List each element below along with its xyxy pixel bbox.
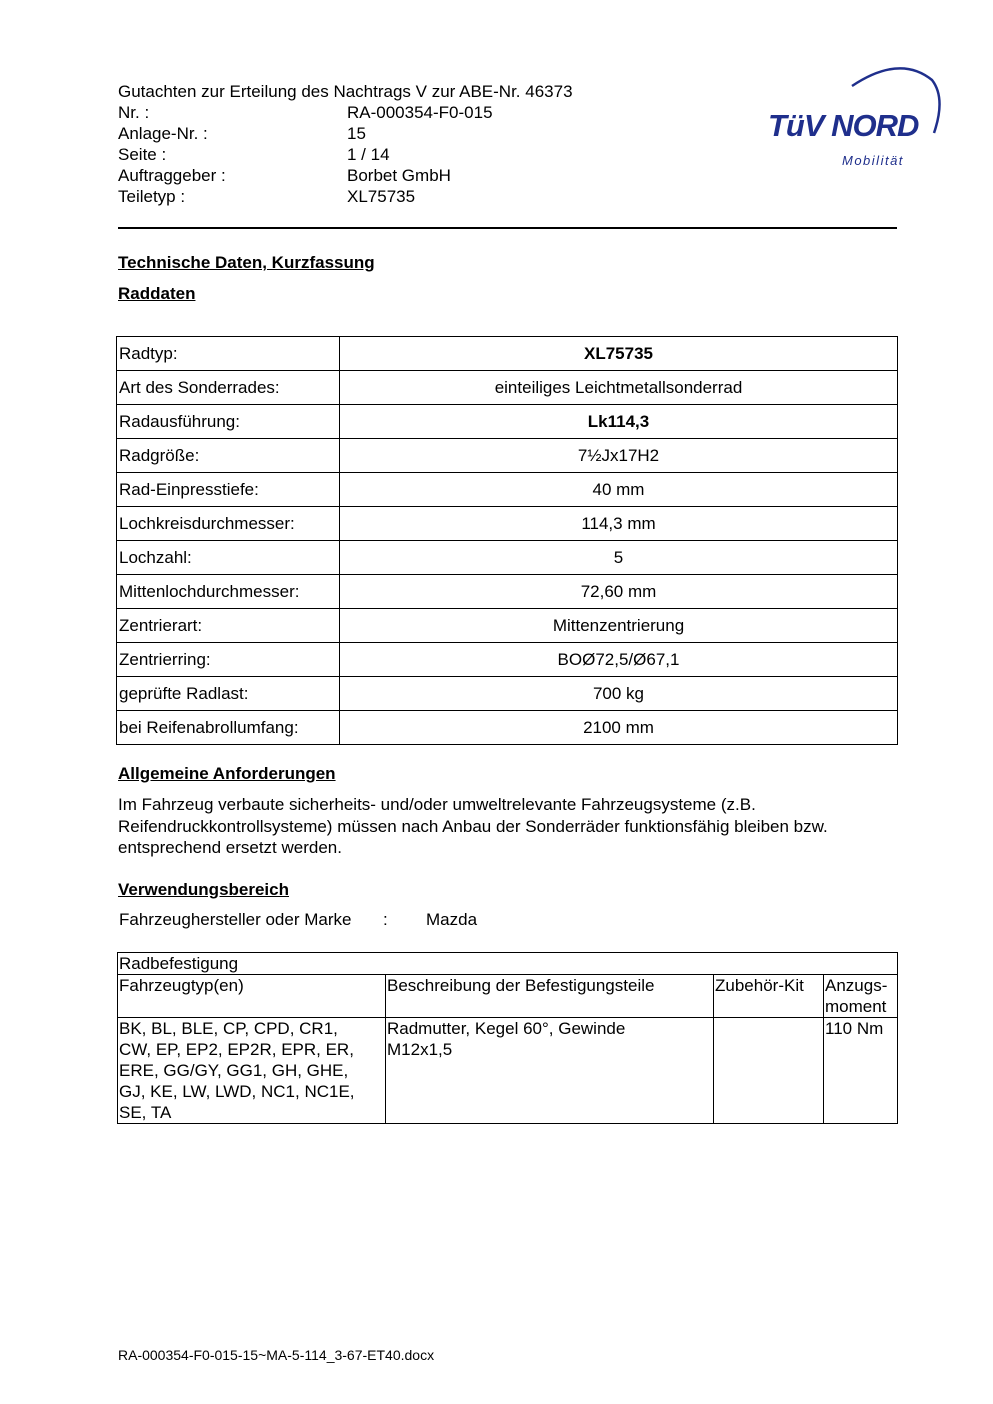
raddaten-label: Lochkreisdurchmesser: <box>117 507 340 541</box>
raddaten-label: Zentrierring: <box>117 643 340 677</box>
allgemein-heading: Allgemeine Anforderungen <box>118 764 336 783</box>
tech-data-heading: Technische Daten, Kurzfassung <box>118 253 375 272</box>
column-header-fahrzeugtyp: Fahrzeugtyp(en) <box>118 975 386 1018</box>
radbefestigung-title: Radbefestigung <box>118 953 898 975</box>
logo-brand-text: TüV NORD <box>768 108 919 143</box>
hersteller-separator: : <box>383 910 388 929</box>
raddaten-value: 40 mm <box>340 473 898 507</box>
raddaten-value: 2100 mm <box>340 711 898 745</box>
column-header-beschreibung: Beschreibung der Befestigungsteile <box>386 975 714 1018</box>
fahrzeugtypen-line: SE, TA <box>119 1103 172 1122</box>
table-row <box>117 541 898 575</box>
raddaten-table <box>116 336 898 745</box>
raddaten-value: 5 <box>340 541 898 575</box>
verwendung-heading: Verwendungsbereich <box>118 880 289 899</box>
footer-filename: RA-000354-F0-015-15~MA-5-114_3-67-ET40.docx <box>118 1347 435 1363</box>
raddaten-value: Lk114,3 <box>340 405 898 439</box>
header-label-seite: Seite : <box>118 145 167 164</box>
raddaten-value: einteiliges Leichtmetallsonderrad <box>340 371 898 405</box>
table-row <box>117 371 898 405</box>
raddaten-value: 72,60 mm <box>340 575 898 609</box>
raddaten-label: Zentrierart: <box>117 609 340 643</box>
raddaten-value: 7½Jx17H2 <box>340 439 898 473</box>
table-row <box>118 1018 898 1124</box>
raddaten-label: geprüfte Radlast: <box>117 677 340 711</box>
table-row <box>118 953 898 975</box>
logo-subtitle-text: Mobilität <box>842 153 904 168</box>
raddaten-label: Radtyp: <box>117 337 340 371</box>
hersteller-label: Fahrzeughersteller oder Marke <box>119 910 352 929</box>
table-row <box>117 609 898 643</box>
zubehoer-kit-cell <box>714 1018 824 1124</box>
raddaten-heading: Raddaten <box>118 284 196 303</box>
raddaten-label: bei Reifenabrollumfang: <box>117 711 340 745</box>
beschreibung-cell <box>386 1018 714 1124</box>
table-row <box>117 405 898 439</box>
table-row <box>117 337 898 371</box>
beschreibung-line: Radmutter, Kegel 60°, Gewinde <box>387 1019 626 1038</box>
table-row <box>118 975 898 1018</box>
raddaten-value: Mittenzentrierung <box>340 609 898 643</box>
anzugsmoment-line-1: Anzugs- <box>825 976 888 995</box>
raddaten-label: Radgröße: <box>117 439 340 473</box>
raddaten-label: Lochzahl: <box>117 541 340 575</box>
raddaten-value: 114,3 mm <box>340 507 898 541</box>
raddaten-label: Rad-Einpresstiefe: <box>117 473 340 507</box>
header-label-auftraggeber: Auftraggeber : <box>118 166 226 185</box>
allgemein-paragraph: Im Fahrzeug verbaute sicherheits- und/oder umweltrelevante Fahrzeugsysteme (z.B. Reifendruckkontrollsysteme) müssen nach Anbau der Sonderräder funktionsfähig bleiben bzw. entsprechend ersetzt werden. <box>118 795 828 857</box>
fahrzeugtypen-line: CW, EP, EP2, EP2R, EPR, ER, <box>119 1040 354 1059</box>
header-value-seite: 1 / 14 <box>347 145 390 164</box>
logo-arc-icon <box>760 58 942 173</box>
radbefestigung-table <box>117 952 898 1124</box>
header-label-anlage: Anlage-Nr. : <box>118 124 208 143</box>
header-label-nr: Nr. : <box>118 103 150 122</box>
header-label-teiletyp: Teiletyp : <box>118 187 186 206</box>
report-title: Gutachten zur Erteilung des Nachtrags V zur ABE-Nr. 46373 <box>118 82 573 101</box>
column-header-anzugsmoment <box>824 975 898 1018</box>
table-row <box>117 473 898 507</box>
table-row <box>117 439 898 473</box>
raddaten-label: Mittenlochdurchmesser: <box>117 575 340 609</box>
fahrzeugtypen-line: BK, BL, BLE, CP, CPD, CR1, <box>119 1019 338 1038</box>
raddaten-label: Radausführung: <box>117 405 340 439</box>
anzugsmoment-line-2: moment <box>825 997 887 1016</box>
raddaten-label: Art des Sonderrades: <box>117 371 340 405</box>
fahrzeugtypen-line: GJ, KE, LW, LWD, NC1, NC1E, <box>119 1082 355 1101</box>
table-row <box>117 677 898 711</box>
fahrzeugtypen-line: ERE, GG/GY, GG1, GH, GHE, <box>119 1061 349 1080</box>
column-header-zubehoer-kit: Zubehör-Kit <box>714 975 824 1018</box>
header-value-nr: RA-000354-F0-015 <box>347 103 493 122</box>
table-row <box>117 507 898 541</box>
table-row <box>117 575 898 609</box>
table-row <box>117 643 898 677</box>
fahrzeugtypen-cell <box>118 1018 386 1124</box>
beschreibung-line: M12x1,5 <box>387 1040 453 1059</box>
header-divider <box>118 227 897 229</box>
table-row <box>117 711 898 745</box>
header-value-auftraggeber: Borbet GmbH <box>347 166 451 185</box>
anzugsmoment-cell: 110 Nm <box>824 1018 898 1124</box>
raddaten-value: BOØ72,5/Ø67,1 <box>340 643 898 677</box>
raddaten-value: XL75735 <box>340 337 898 371</box>
tuv-nord-logo <box>760 58 942 173</box>
header-value-anlage: 15 <box>347 124 366 143</box>
header-value-teiletyp: XL75735 <box>347 187 416 206</box>
hersteller-value: Mazda <box>426 910 478 929</box>
raddaten-value: 700 kg <box>340 677 898 711</box>
